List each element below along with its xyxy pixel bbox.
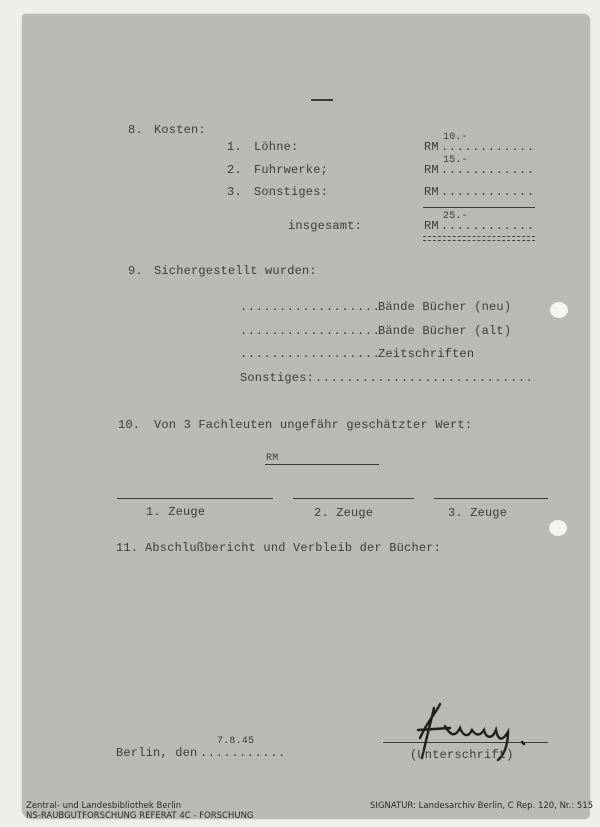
punch-hole-top — [550, 302, 568, 318]
cost-item-3-currency: RM — [424, 185, 439, 199]
section-10-number: 10. — [118, 418, 141, 432]
cost-item-3-dots: ............ — [441, 185, 535, 199]
punch-hole-bottom — [549, 520, 567, 536]
other-dots: ............................ — [315, 371, 534, 385]
date-value: 7.8.45 — [217, 736, 255, 747]
cost-item-3-label: Sonstiges: — [254, 185, 329, 199]
section-8-title: Kosten: — [154, 123, 206, 137]
cost-item-1-number: 1. — [227, 140, 242, 154]
section-11-title: Abschlußbericht und Verbleib der Bücher: — [145, 541, 442, 555]
section-9-number: 9. — [128, 264, 143, 278]
books-new-dots: .................. — [240, 300, 381, 314]
books-old-label: Bände Bücher (alt) — [378, 324, 512, 338]
cost-item-1-dots: ............ — [441, 140, 535, 154]
cost-item-2-currency: RM — [424, 163, 439, 177]
witness-1-line — [117, 498, 273, 499]
total-label: insgesamt: — [288, 219, 363, 233]
date-dots: ........... — [200, 746, 286, 760]
periodicals-label: Zeitschriften — [378, 347, 475, 361]
cost-item-1-currency: RM — [424, 140, 439, 154]
total-currency: RM — [424, 219, 439, 233]
cost-item-3-number: 3. — [227, 185, 242, 199]
signature-caption: (Unterschrift) — [410, 748, 514, 762]
cost-item-2-number: 2. — [227, 163, 242, 177]
cost-item-2-dots: ............ — [441, 163, 535, 177]
top-dash-mark — [311, 99, 333, 101]
document-page — [22, 14, 590, 819]
value-field-line — [265, 464, 379, 465]
total-value: 25.- — [443, 211, 468, 222]
value-currency: RM — [266, 453, 279, 464]
section-9-title: Sichergestellt wurden: — [154, 264, 317, 278]
witness-1-label: 1. Zeuge — [146, 505, 206, 519]
total-dots: ............ — [441, 219, 535, 233]
section-10-title: Von 3 Fachleuten ungefähr geschätzter Wert: — [154, 418, 473, 432]
cost-item-2-label: Fuhrwerke; — [254, 163, 329, 177]
place-date-label: Berlin, den — [116, 746, 198, 760]
footer-signatur: SIGNATUR: Landesarchiv Berlin, C Rep. 120, Nr.: 515 — [370, 801, 594, 811]
witness-3-label: 3. Zeuge — [448, 506, 508, 520]
books-new-label: Bände Bücher (neu) — [378, 300, 512, 314]
total-double-underline — [423, 236, 535, 241]
footer-left — [26, 801, 254, 821]
footer-institution: Zentral- und Landesbibliothek Berlin — [26, 801, 182, 811]
cost-item-2-value: 15.- — [443, 155, 468, 166]
books-old-dots: .................. — [240, 324, 381, 338]
section-8-number: 8. — [128, 123, 143, 137]
witness-2-line — [293, 498, 414, 499]
witness-3-line — [434, 498, 548, 499]
cost-item-1-label: Löhne: — [254, 140, 299, 154]
footer-department: NS-RAUBGUTFORSCHUNG REFERAT 4C - FORSCHUNG — [26, 811, 254, 821]
periodicals-dots: .................. — [240, 347, 381, 361]
cost-item-1-value: 10.- — [443, 132, 468, 143]
other-label: Sonstiges: — [240, 371, 315, 385]
section-11-number: 11. — [116, 541, 139, 555]
sum-rule — [423, 207, 535, 208]
witness-2-label: 2. Zeuge — [314, 506, 374, 520]
